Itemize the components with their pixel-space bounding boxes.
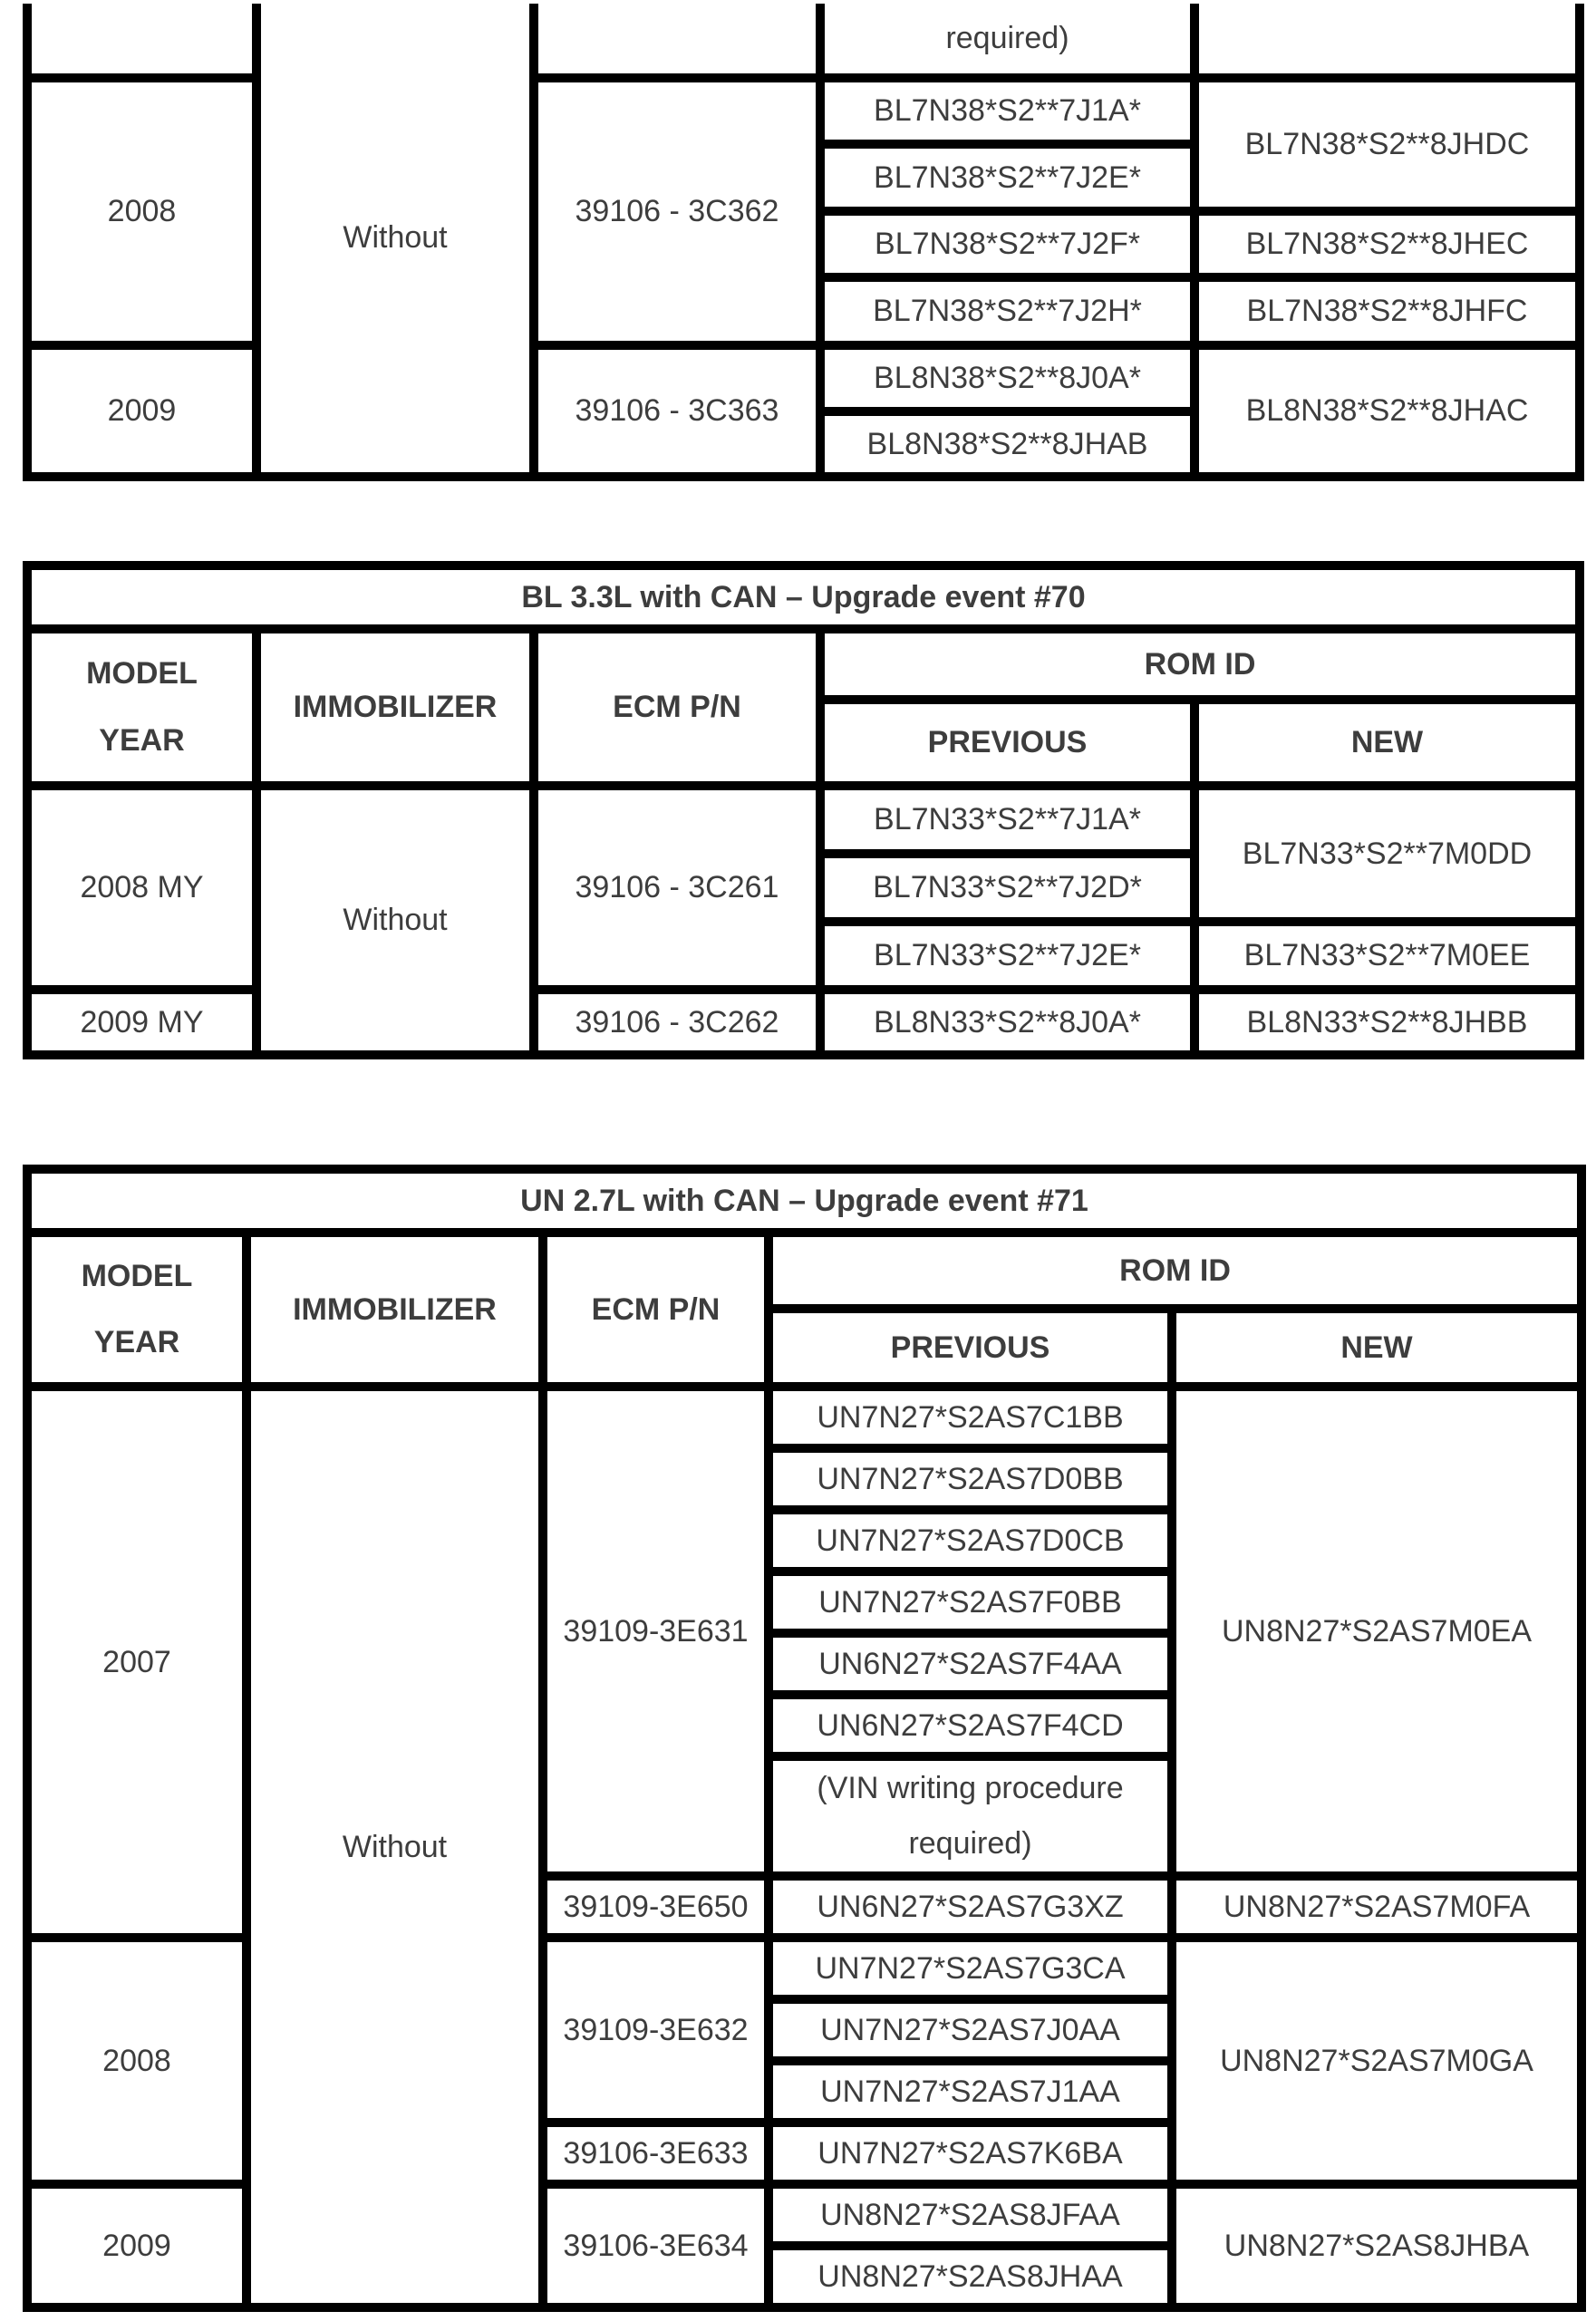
previous-rom-cell: UN8N27*S2AS8JHAA [769, 2246, 1172, 2307]
new-rom-cell: UN8N27*S2AS8JHBA [1172, 2184, 1581, 2307]
previous-rom-cell: UN6N27*S2AS7G3XZ [769, 1876, 1172, 1938]
model-year-cell: 2009 [27, 345, 256, 477]
previous-rom-cell: BL7N38*S2**7J1A* [820, 78, 1195, 144]
ecm-pn-header: ECM P/N [534, 629, 820, 786]
new-header: NEW [1172, 1309, 1581, 1387]
ecm-pn-cell: 39109-3E632 [543, 1938, 769, 2123]
previous-rom-cell: UN7N27*S2AS7C1BB [769, 1387, 1172, 1448]
new-rom-cell: BL7N38*S2**8JHEC [1195, 211, 1580, 277]
top-table-continued [23, 4, 1584, 481]
new-rom-cell: BL8N38*S2**8JHAC [1195, 345, 1580, 477]
model-year-header-line2: YEAR [93, 1325, 180, 1359]
vin-note-line2: required) [908, 1826, 1032, 1862]
model-year-header [27, 1233, 247, 1387]
model-year-cell: 2009 [27, 2184, 247, 2307]
vin-note-cell [769, 1756, 1172, 1876]
model-year-cell: 2008 MY [27, 786, 256, 990]
new-rom-cell: BL7N33*S2**7M0DD [1195, 786, 1580, 922]
new-rom-cell: BL7N33*S2**7M0EE [1195, 922, 1580, 990]
rom-id-header: ROM ID [820, 629, 1580, 700]
new-rom-cell: UN8N27*S2AS7M0GA [1172, 1938, 1581, 2184]
new-rom-cell: UN8N27*S2AS7M0FA [1172, 1876, 1581, 1938]
model-year-cell: 2008 [27, 78, 256, 345]
table-title: UN 2.7L with CAN – Upgrade event #71 [27, 1169, 1581, 1233]
previous-rom-cell: BL8N38*S2**8JHAB [820, 411, 1195, 477]
bl-33l-table [23, 561, 1584, 1059]
immobilizer-header: IMMOBILIZER [247, 1233, 543, 1387]
previous-rom-cell: UN7N27*S2AS7F0BB [769, 1572, 1172, 1633]
model-year-cell: 2008 [27, 1938, 247, 2184]
previous-rom-cell: BL7N33*S2**7J2D* [820, 854, 1195, 922]
model-year-header-line2: YEAR [99, 722, 185, 758]
ecm-pn-cell: 39106 - 3C262 [534, 990, 820, 1055]
continued-empty-cell [27, 4, 256, 78]
model-year-header [27, 629, 256, 786]
previous-rom-cell: UN7N27*S2AS7D0CB [769, 1510, 1172, 1572]
previous-rom-cell: BL7N38*S2**7J2H* [820, 277, 1195, 345]
previous-rom-cell: UN6N27*S2AS7F4CD [769, 1695, 1172, 1756]
model-year-header-line1: MODEL [81, 1258, 193, 1293]
ecm-pn-cell: 39106 - 3C363 [534, 345, 820, 477]
vin-note-line1: (VIN writing procedure [817, 1771, 1124, 1805]
previous-rom-cell: UN8N27*S2AS8JFAA [769, 2184, 1172, 2246]
new-rom-cell: BL7N38*S2**8JHFC [1195, 277, 1580, 345]
previous-rom-cell: UN7N27*S2AS7J0AA [769, 1999, 1172, 2061]
ecm-pn-cell: 39109-3E631 [543, 1387, 769, 1876]
ecm-pn-cell: 39109-3E650 [543, 1876, 769, 1938]
previous-rom-cell: UN7N27*S2AS7G3CA [769, 1938, 1172, 1999]
immobilizer-cell: Without [256, 786, 534, 1055]
model-year-header-line1: MODEL [86, 656, 198, 691]
immobilizer-cell: Without [247, 1387, 543, 2307]
immobilizer-cell: Without [256, 4, 534, 477]
vin-note-continued-cell: required) [820, 4, 1195, 78]
previous-rom-cell: UN6N27*S2AS7F4AA [769, 1633, 1172, 1695]
immobilizer-header: IMMOBILIZER [256, 629, 534, 786]
previous-rom-cell: BL8N38*S2**8J0A* [820, 345, 1195, 411]
new-rom-cell: BL8N33*S2**8JHBB [1195, 990, 1580, 1055]
table-title: BL 3.3L with CAN – Upgrade event #70 [27, 566, 1580, 629]
previous-rom-cell: BL8N33*S2**8J0A* [820, 990, 1195, 1055]
new-header: NEW [1195, 700, 1580, 786]
un-27l-table [23, 1165, 1586, 2312]
ecm-pn-cell: 39106-3E633 [543, 2123, 769, 2184]
rom-id-header: ROM ID [769, 1233, 1581, 1309]
model-year-cell: 2007 [27, 1387, 247, 1938]
previous-header: PREVIOUS [769, 1309, 1172, 1387]
continued-empty-cell [534, 4, 820, 78]
ecm-pn-cell: 39106 - 3C261 [534, 786, 820, 990]
previous-rom-cell: UN7N27*S2AS7K6BA [769, 2123, 1172, 2184]
previous-rom-cell: UN7N27*S2AS7J1AA [769, 2061, 1172, 2123]
new-rom-cell: UN8N27*S2AS7M0EA [1172, 1387, 1581, 1876]
previous-rom-cell: BL7N38*S2**7J2E* [820, 144, 1195, 211]
previous-rom-cell: BL7N38*S2**7J2F* [820, 211, 1195, 277]
previous-rom-cell: BL7N33*S2**7J1A* [820, 786, 1195, 854]
ecm-pn-cell: 39106 - 3C362 [534, 78, 820, 345]
continued-empty-cell [1195, 4, 1580, 78]
ecm-pn-header: ECM P/N [543, 1233, 769, 1387]
model-year-cell: 2009 MY [27, 990, 256, 1055]
previous-rom-cell: UN7N27*S2AS7D0BB [769, 1448, 1172, 1510]
previous-rom-cell: BL7N33*S2**7J2E* [820, 922, 1195, 990]
new-rom-cell: BL7N38*S2**8JHDC [1195, 78, 1580, 211]
ecm-pn-cell: 39106-3E634 [543, 2184, 769, 2307]
previous-header: PREVIOUS [820, 700, 1195, 786]
